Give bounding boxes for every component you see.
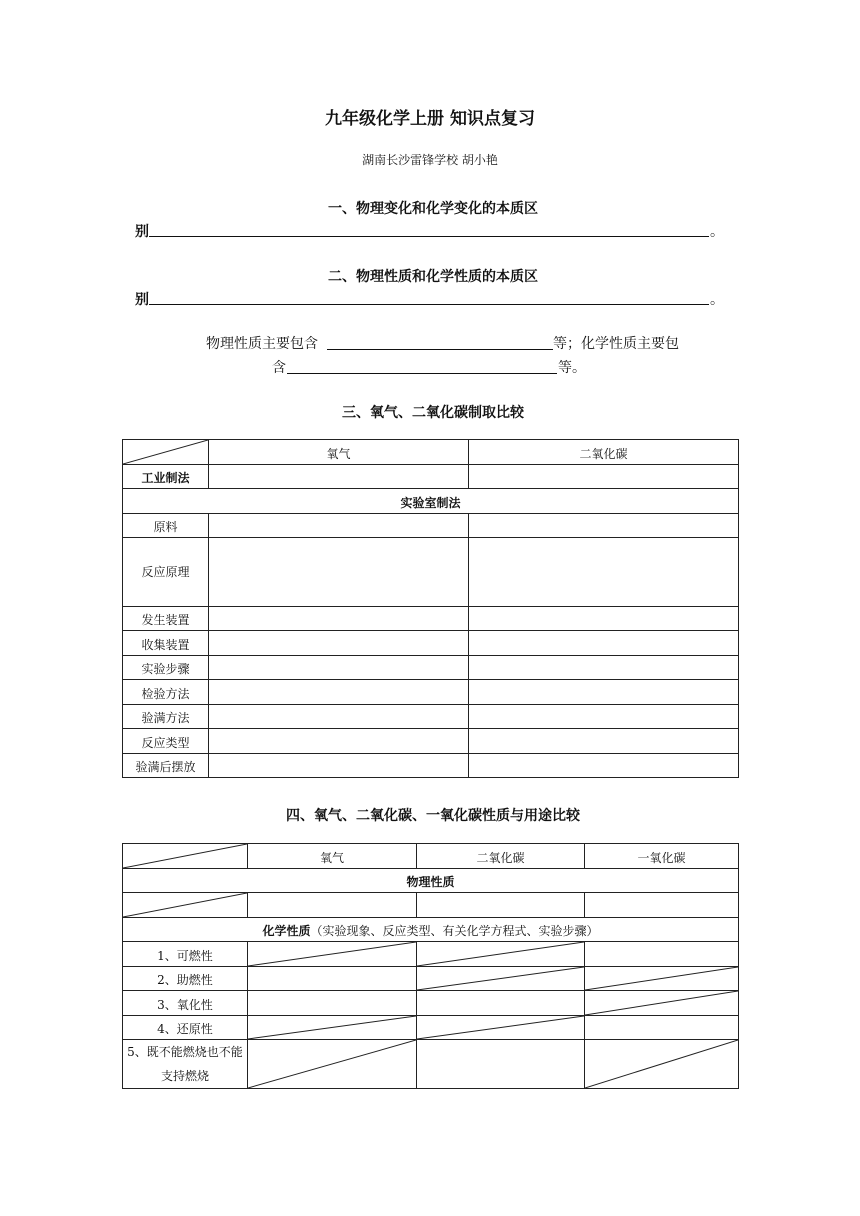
table-cell[interactable] [469, 631, 739, 656]
table-cell[interactable] [209, 631, 469, 656]
table-cell[interactable] [209, 514, 469, 538]
table-cell[interactable] [248, 967, 417, 991]
table-cell[interactable] [209, 729, 469, 754]
table-cell[interactable] [248, 893, 417, 918]
row-label-non-combustible: 5、既不能燃烧也不能支持燃烧 [123, 1040, 248, 1089]
preparation-comparison-table [122, 439, 739, 778]
row-label-raw-materials: 原料 [123, 514, 209, 538]
chemical-properties-end: 等。 [558, 360, 586, 376]
section-3-heading: 三、氧气、二氧化碳制取比较 [342, 405, 524, 421]
table-cell[interactable] [209, 465, 469, 489]
row-label-reducing: 4、还原性 [123, 1016, 248, 1040]
table-cell[interactable] [209, 607, 469, 631]
row-label-collection-apparatus: 收集装置 [123, 631, 209, 656]
crossed-cell [585, 967, 739, 991]
column-header-carbon-dioxide: 二氧化碳 [469, 440, 739, 465]
chemical-properties-label: 等；化学性质主要包 [553, 336, 679, 352]
row-label-experiment-steps: 实验步骤 [123, 656, 209, 680]
physical-properties-row-label: 物理性质 [123, 869, 739, 893]
table-cell[interactable] [469, 705, 739, 729]
row-label-full-check-method: 验满方法 [123, 705, 209, 729]
table-cell[interactable] [585, 1016, 739, 1040]
properties-comparison-table [122, 843, 739, 1089]
page-title: 九年级化学上册 知识点复习 [325, 109, 535, 129]
column-header-carbon-dioxide: 二氧化碳 [417, 844, 585, 869]
row-label-combustion-support: 2、助燃性 [123, 967, 248, 991]
section-1-period: 。 [710, 224, 724, 240]
table-cell[interactable] [417, 893, 585, 918]
row-label-combustibility: 1、可燃性 [123, 942, 248, 967]
row-label-oxidizing: 3、氧化性 [123, 991, 248, 1016]
crossed-cell [417, 967, 585, 991]
crossed-cell [585, 991, 739, 1016]
header-corner-cell [123, 440, 209, 465]
table-cell[interactable] [209, 538, 469, 607]
chemical-properties-row [123, 918, 739, 942]
table-cell[interactable] [209, 754, 469, 778]
chemical-properties-blank[interactable] [287, 373, 557, 374]
table-cell[interactable] [248, 991, 417, 1016]
answer-blank-1[interactable] [149, 236, 709, 237]
table-cell[interactable] [209, 680, 469, 705]
table-cell[interactable] [469, 680, 739, 705]
answer-blank-2[interactable] [149, 304, 709, 305]
chemical-properties-row-label: 化学性质 [262, 924, 311, 938]
column-header-carbon-monoxide: 一氧化碳 [585, 844, 739, 869]
table-cell[interactable] [585, 893, 739, 918]
section-2-continuation: 别 [135, 292, 149, 308]
row-label-placement: 验满后摆放 [123, 754, 209, 778]
table-cell[interactable] [585, 942, 739, 967]
column-header-oxygen: 氧气 [248, 844, 417, 869]
author-line: 湖南长沙雷锋学校 胡小艳 [362, 153, 498, 167]
physical-properties-blank[interactable] [327, 349, 553, 350]
table-cell[interactable] [469, 607, 739, 631]
section-1-continuation: 别 [135, 224, 149, 240]
row-label-generation-apparatus: 发生装置 [123, 607, 209, 631]
table-cell[interactable] [209, 705, 469, 729]
crossed-cell [248, 1016, 417, 1040]
physical-corner-cell [123, 893, 248, 918]
crossed-cell [417, 1016, 585, 1040]
section-2-period: 。 [710, 292, 724, 308]
row-label-test-method: 检验方法 [123, 680, 209, 705]
crossed-cell [248, 942, 417, 967]
table-cell[interactable] [469, 729, 739, 754]
section-2-heading: 二、物理性质和化学性质的本质区 [328, 269, 538, 285]
table-cell[interactable] [469, 465, 739, 489]
table-cell[interactable] [469, 754, 739, 778]
column-header-oxygen: 氧气 [209, 440, 469, 465]
section-1-heading: 一、物理变化和化学变化的本质区 [328, 201, 538, 217]
section-4-heading: 四、氧气、二氧化碳、一氧化碳性质与用途比较 [286, 808, 580, 824]
row-label-reaction-type: 反应类型 [123, 729, 209, 754]
header-corner-cell [123, 844, 248, 869]
row-label-industrial: 工业制法 [123, 465, 209, 489]
table-cell[interactable] [209, 656, 469, 680]
physical-properties-label: 物理性质主要包含 [206, 336, 318, 352]
chemical-properties-note: （实验现象、反应类型、有关化学方程式、实验步骤） [310, 924, 599, 938]
table-cell[interactable] [469, 656, 739, 680]
row-label-reaction-principle: 反应原理 [123, 538, 209, 607]
table-cell[interactable] [469, 538, 739, 607]
table-cell[interactable] [417, 991, 585, 1016]
chemical-properties-continuation: 含 [272, 360, 286, 376]
crossed-cell [417, 942, 585, 967]
crossed-cell [585, 1040, 739, 1089]
table-cell[interactable] [417, 1040, 585, 1089]
table-cell[interactable] [469, 514, 739, 538]
crossed-cell [248, 1040, 417, 1089]
lab-preparation-label: 实验室制法 [123, 489, 739, 514]
